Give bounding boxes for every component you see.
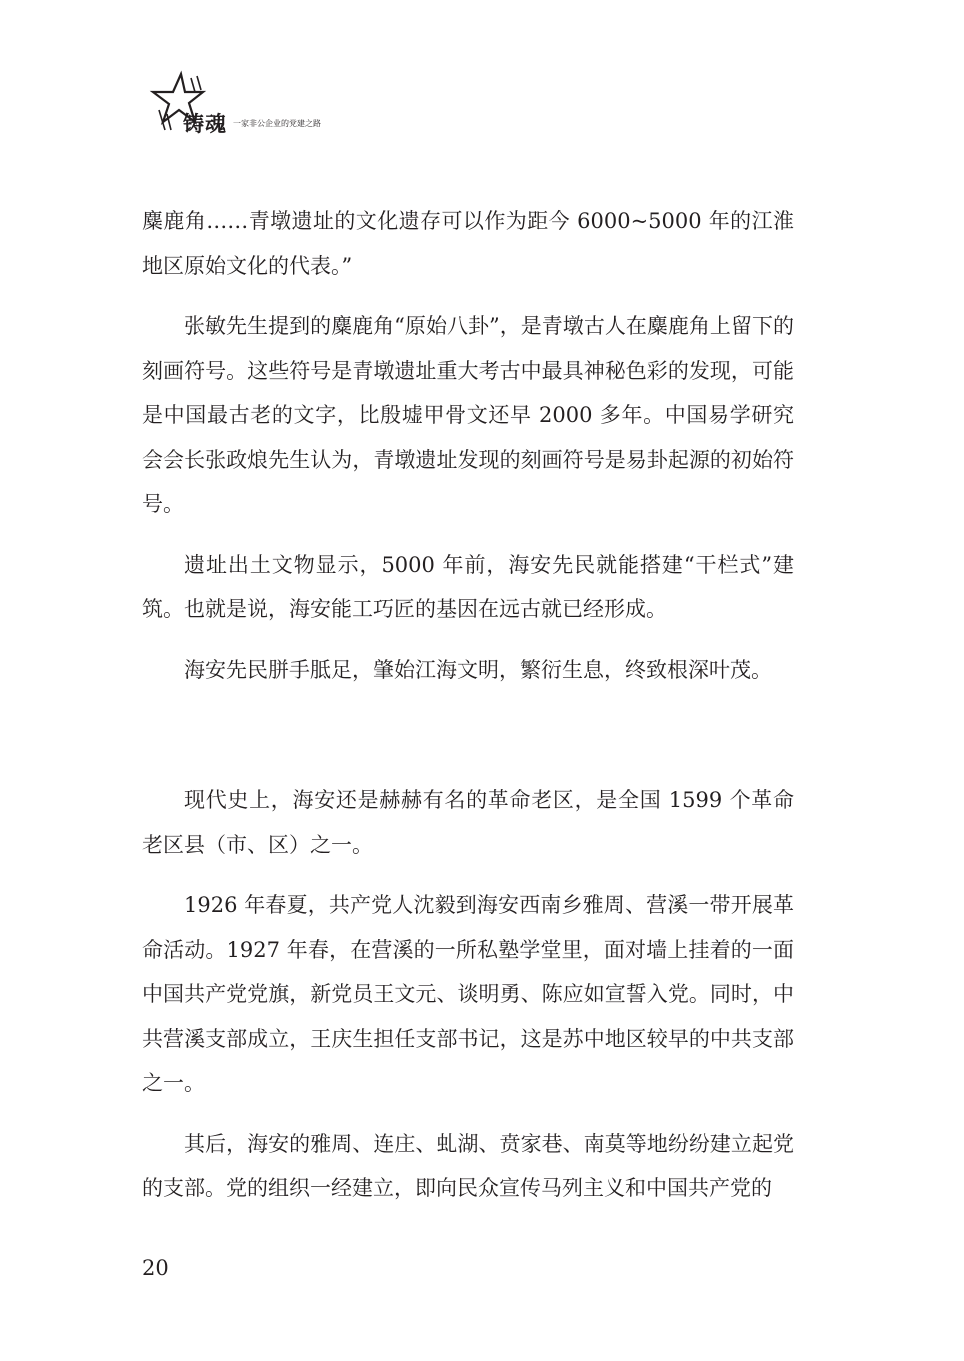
running-header (145, 70, 405, 140)
paragraph: 现代史上，海安还是赫赫有名的革命老区，是全国 1599 个革命老区县（市、区）之一。 (142, 788, 794, 857)
book-subtitle: 一家非公企业的党建之路 (233, 119, 321, 128)
paragraph: 其后，海安的雅周、连庄、虬湖、贲家巷、南莫等地纷纷建立起党的支部。党的组织一经建立，即向民众宣传马列主义和中国共产党的 (142, 1131, 794, 1200)
page-number: 20 (142, 1256, 169, 1280)
book-title: 铸魂 (183, 112, 227, 136)
section-gap (142, 708, 794, 778)
paragraph: 海安先民胼手胝足，肇始江海文明，繁衍生息，终致根深叶茂。 (184, 657, 772, 682)
paragraph: 1926 年春夏，共产党人沈毅到海安西南乡雅周、营溪一带开展革命活动。1927 年春，在营溪的一所私塾学堂里，面对墙上挂着的一面中国共产党党旗，新党员王文元、谈明勇、陈应如宣誓入党。同时，中共营溪支部成立，王庆生担任支部书记，这是苏中地区较早的中共支部之一。 (142, 893, 794, 1095)
paragraph: 麋鹿角……青墩遗址的文化遗存可以作为距今 6000~5000 年的江淮地区原始文化的代表。” (142, 209, 794, 278)
paragraph: 遗址出土文物显示，5000 年前，海安先民就能搭建“干栏式”建筑。也就是说，海安能工巧匠的基因在远古就已经形成。 (142, 552, 794, 621)
paragraph: 张敏先生提到的麋鹿角“原始八卦”，是青墩古人在麋鹿角上留下的刻画符号。这些符号是青墩遗址重大考古中最具神秘色彩的发现，可能是中国最古老的文字，比殷墟甲骨文还早 2000 多年。中国易学研究会会长张政烺先生认为，青墩遗址发现的刻画符号是易卦起源的初始符号。 (142, 314, 794, 516)
page-body (142, 199, 794, 1227)
